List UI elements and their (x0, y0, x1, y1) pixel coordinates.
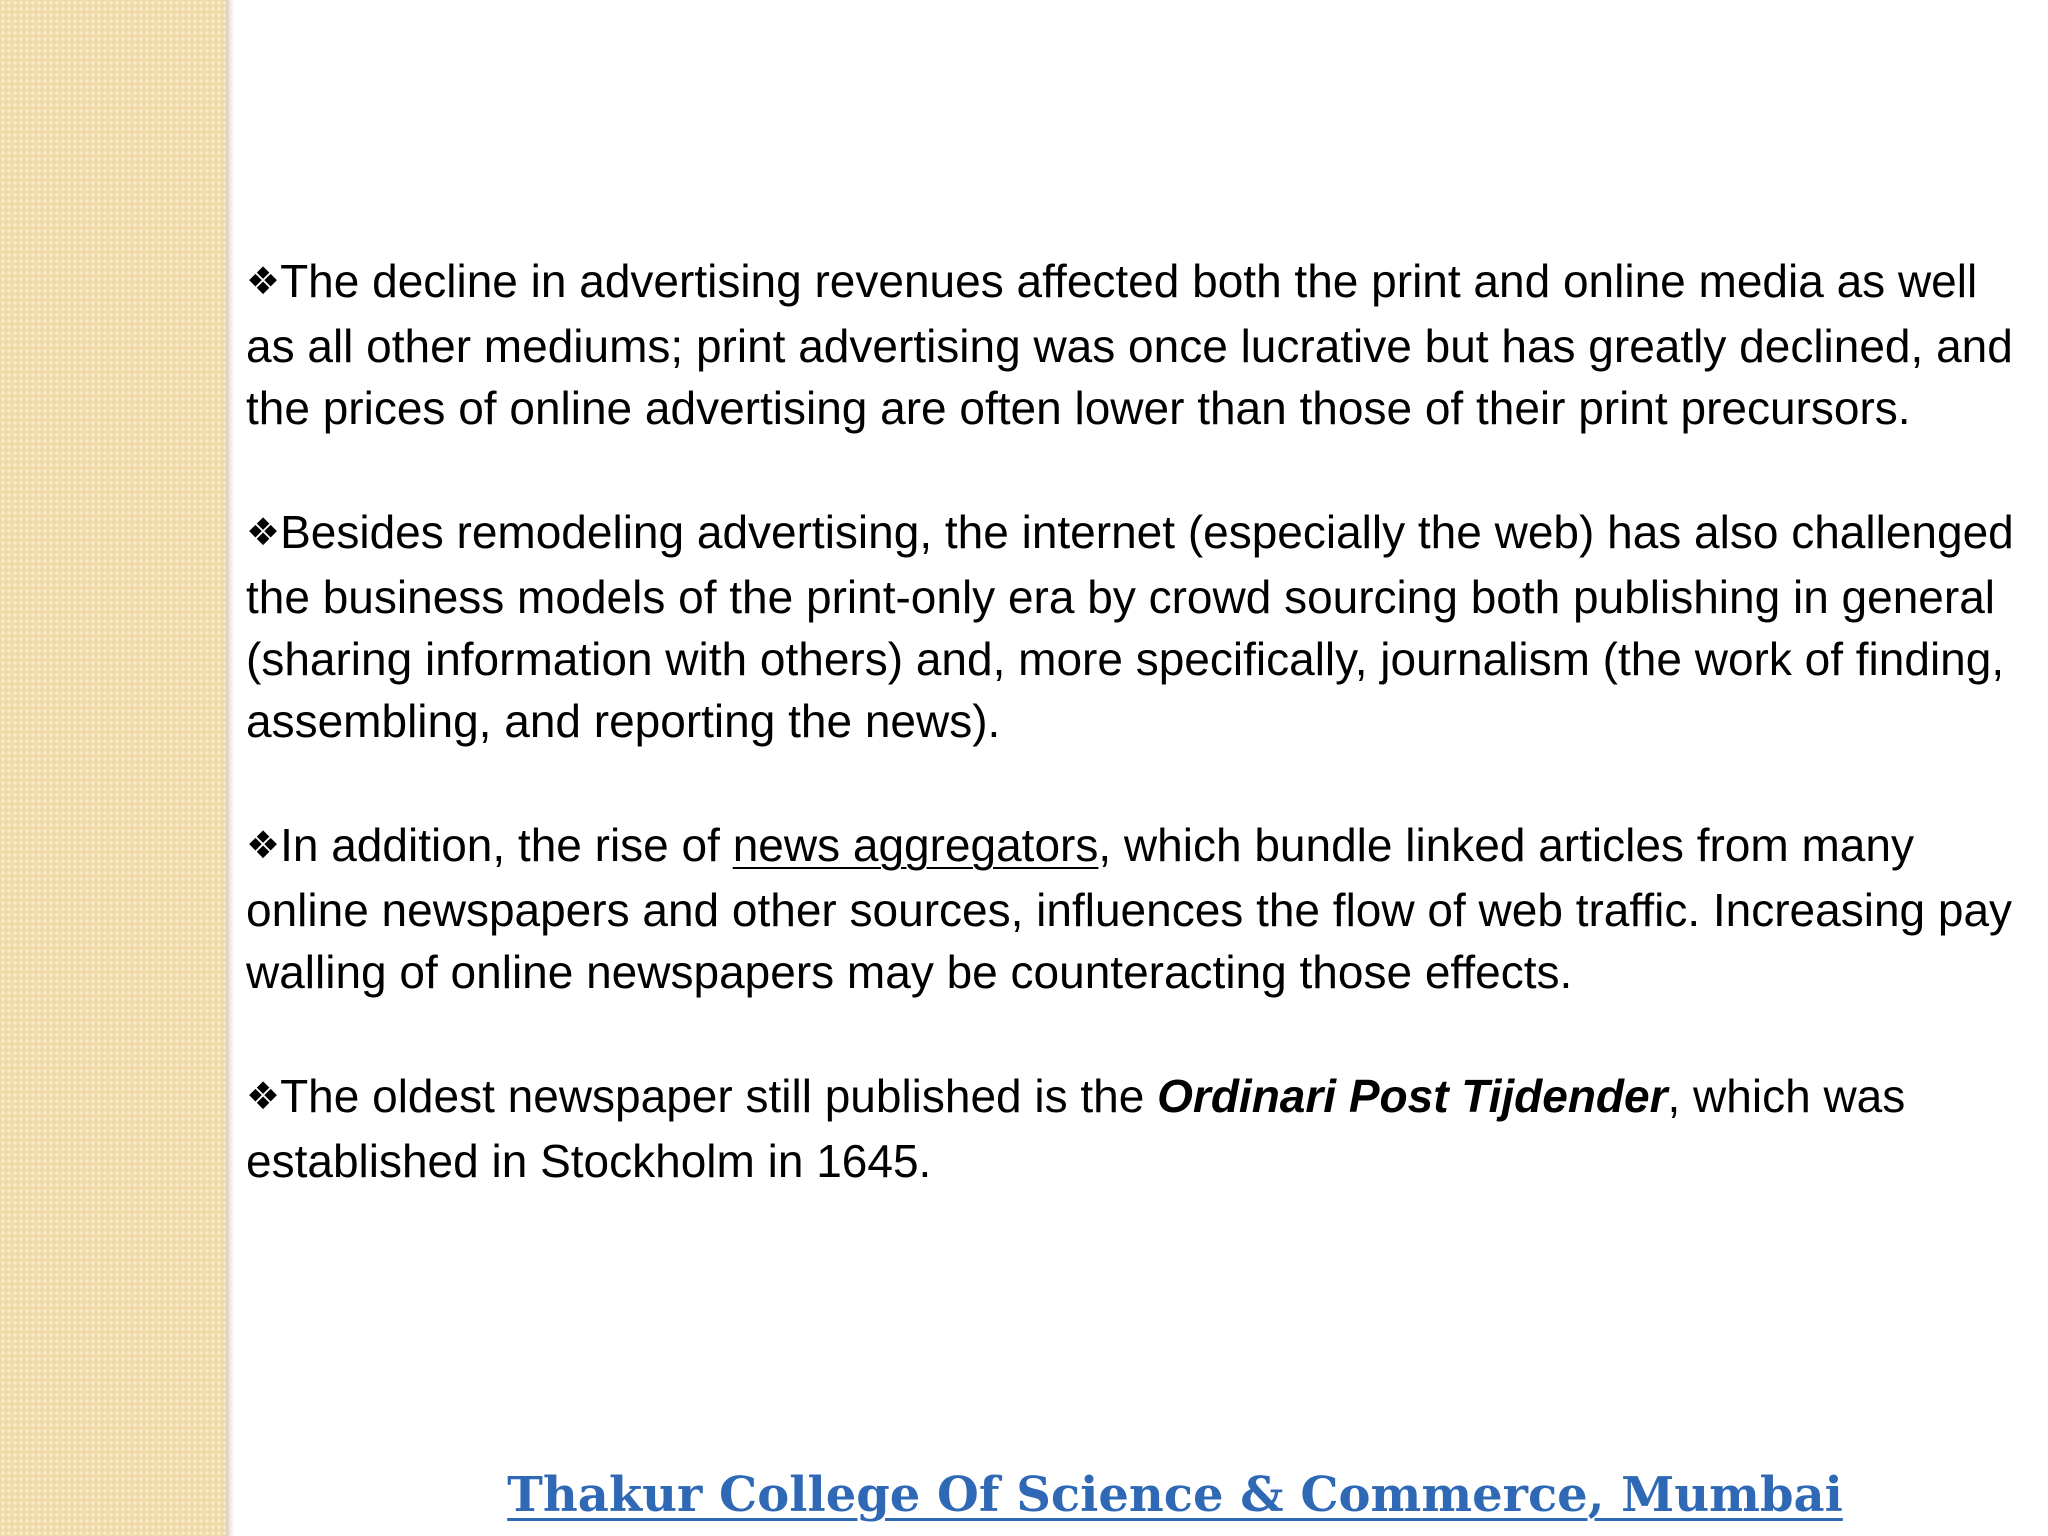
side-band-shadow (226, 0, 234, 1536)
bullet-advertising-decline (246, 250, 2036, 439)
diamond-bullet-icon: ❖ (246, 510, 281, 554)
bullet-news-aggregators (246, 814, 2036, 1003)
bullet-internet-business-models (246, 501, 2036, 752)
bullet-text-after: , which bundle linked articles from many online newspapers and other sources, influences the flow of web traffic. Increasing pay walling of online newspapers may be counteracting those effects. (246, 819, 2013, 998)
bullet-oldest-newspaper (246, 1065, 2036, 1192)
newspaper-title: Ordinari Post Tijdender (1157, 1070, 1668, 1122)
diamond-bullet-icon: ❖ (246, 823, 281, 867)
news-aggregators-link[interactable]: news aggregators (732, 819, 1099, 871)
bullet-text: Besides remodeling advertising, the internet (especially the web) has also challenged the business models of the print-only era by crowd sourcing both publishing in general (sharing information with others) and, more specifically, journalism (the work of finding, assembling, and reporting the news). (246, 506, 2014, 747)
slide-content (246, 250, 2036, 1192)
diamond-bullet-icon: ❖ (246, 1074, 281, 1118)
bullet-text-before: The oldest newspaper still published is the (280, 1070, 1158, 1122)
decorative-side-band (0, 0, 226, 1536)
college-footer[interactable]: Thakur College Of Science & Commerce, Mumbai (507, 1467, 1843, 1523)
bullet-text-after: , which was established in Stockholm in 1645. (246, 1070, 1906, 1187)
bullet-text-before: In addition, the rise of (280, 819, 733, 871)
bullet-text: The decline in advertising revenues affected both the print and online media as well as all other mediums; print advertising was once lucrative but has greatly declined, and the prices of online advertising are often lower than those of their print precursors. (246, 255, 2013, 434)
diamond-bullet-icon: ❖ (246, 259, 281, 303)
